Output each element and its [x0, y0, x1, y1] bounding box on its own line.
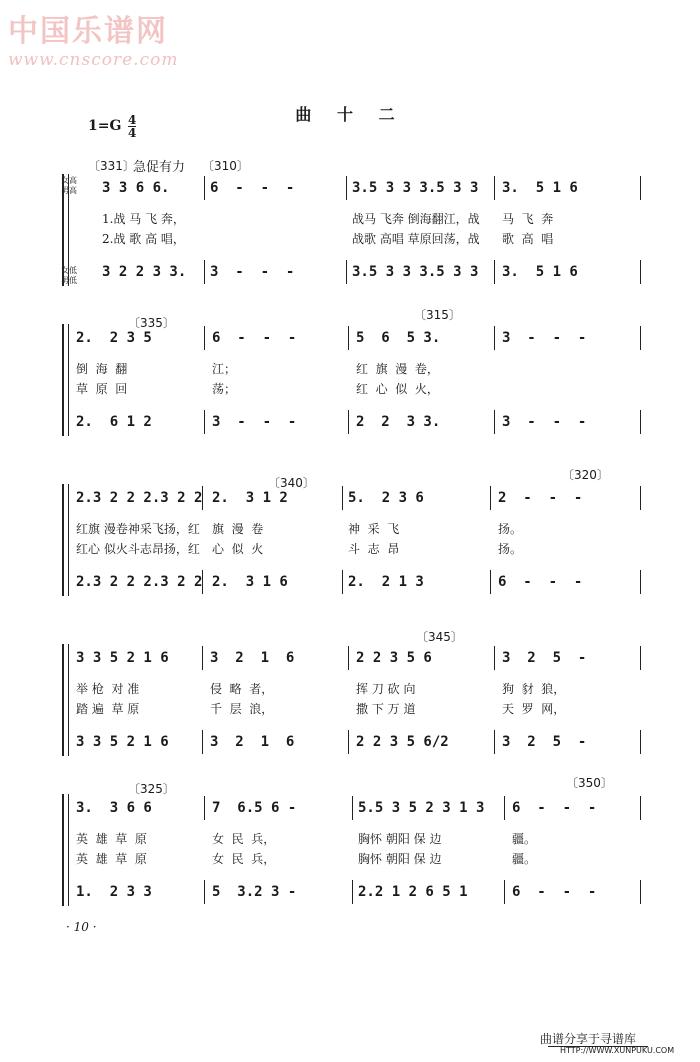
system-brace [68, 644, 69, 756]
lyric-verse-1: 胸怀 朝阳 保 边 [358, 832, 442, 846]
system-bracket [62, 174, 64, 286]
system-brace [68, 174, 69, 286]
upper-voice-measure: 5.5 3 5 2 3 1 3 [358, 800, 485, 816]
upper-voice-measure: 7 6.5 6 - [212, 800, 297, 816]
upper-voice-measure: 3. 5 1 6 [502, 180, 578, 196]
lower-voice-measure: 1. 2 3 3 [76, 884, 152, 900]
upper-voice-measure: 2.3 2 2 2.3 2 2 [76, 490, 203, 506]
bar-line [346, 176, 347, 200]
bar-line [490, 570, 491, 594]
rehearsal-mark-310: 〔310〕 [202, 159, 249, 173]
upper-voice-measure: 6 - - - [512, 800, 597, 816]
upper-voice-measure: 3 2 5 - [502, 650, 587, 666]
lyric-verse-2: 2.战 歌 高 唱， [102, 232, 185, 246]
bar-line [202, 646, 203, 670]
voice-label-upper: 女高 男高 [61, 176, 77, 195]
lyric-verse-2: 红心 似火斗志昂扬，红 [76, 542, 200, 556]
rehearsal-mark-331: 〔331〕 [88, 159, 135, 173]
system-brace [68, 324, 69, 436]
rehearsal-mark: 〔320〕 [562, 468, 609, 482]
upper-voice-measure: 3. 3 6 6 [76, 800, 152, 816]
lyric-verse-1: 红 旗 漫 卷， [356, 362, 439, 376]
upper-voice-measure: 3 2 1 6 [210, 650, 295, 666]
lyric-verse-2: 撒 下 万 道 [356, 702, 416, 716]
rehearsal-mark: 〔340〕 [268, 476, 315, 490]
lyric-verse-1: 战马 飞奔 倒海翻江，战 [352, 212, 480, 226]
bar-line [352, 796, 353, 820]
lyric-verse-1: 侵 略 者， [210, 682, 274, 696]
lyric-verse-1: 江； [212, 362, 237, 376]
lyric-verse-2: 疆。 [512, 852, 537, 866]
rehearsal-mark: 〔335〕 [128, 316, 175, 330]
lyric-verse-1: 扬。 [498, 522, 523, 536]
lower-voice-measure: 3 2 2 3 3. [102, 264, 187, 280]
lyric-verse-1: 旗 漫 卷 [212, 522, 264, 536]
system-end-bar-line [640, 730, 641, 754]
bar-line [202, 486, 203, 510]
score-system [62, 630, 652, 758]
bar-line [494, 410, 495, 434]
bar-line [204, 176, 205, 200]
lower-voice-measure: 2 2 3 5 6/2 [356, 734, 449, 750]
bar-line [202, 570, 203, 594]
bar-line [348, 326, 349, 350]
page-title: 曲 十 二 [295, 105, 405, 124]
bar-line [494, 326, 495, 350]
lower-voice-measure: 5 3.2 3 - [212, 884, 297, 900]
bar-line [348, 646, 349, 670]
lyric-verse-1: 举 枪 对 准 [76, 682, 140, 696]
system-end-bar-line [640, 486, 641, 510]
lyric-verse-2: 英 雄 草 原 [76, 852, 147, 866]
upper-voice-measure: 6 - - - [212, 330, 297, 346]
system-brace [68, 794, 69, 906]
time-signature: 4 4 [128, 113, 137, 140]
lyric-verse-2: 斗 志 昂 [348, 542, 400, 556]
rehearsal-mark: 〔345〕 [416, 630, 463, 644]
footer-url: HTTP://WWW.XUNPUKU.COM [560, 1046, 675, 1055]
lower-voice-measure: 3 2 1 6 [210, 734, 295, 750]
voice-label-lower: 女低 男低 [61, 266, 77, 285]
upper-voice-measure: 2 - - - [498, 490, 583, 506]
upper-voice-measure: 3 3 6 6. [102, 180, 170, 196]
lower-voice-measure: 6 - - - [512, 884, 597, 900]
system-end-bar-line [640, 570, 641, 594]
upper-voice-measure: 2 2 3 5 6 [356, 650, 432, 666]
system-bracket [62, 644, 64, 756]
lyric-verse-1: 女 民 兵， [212, 832, 276, 846]
system-bracket [62, 324, 64, 436]
lyric-verse-1: 神 采 飞 [348, 522, 400, 536]
bar-line [352, 880, 353, 904]
upper-voice-measure: 5 6 5 3. [356, 330, 441, 346]
system-end-bar-line [640, 176, 641, 200]
system-end-bar-line [640, 260, 641, 284]
lyric-verse-1: 狗 豺 狼， [502, 682, 566, 696]
tempo-marking: 急促有力 [133, 160, 186, 175]
rehearsal-mark: 〔315〕 [414, 308, 461, 322]
lower-voice-measure: 3 - - - [502, 414, 587, 430]
footer-text: 曲谱分享于寻谱库 [540, 1032, 637, 1046]
lyric-verse-1: 1.战 马 飞 奔， [102, 212, 185, 226]
lower-voice-measure: 3 3 5 2 1 6 [76, 734, 169, 750]
lower-voice-measure: 3.5 3 3 3.5 3 3 [352, 264, 479, 280]
bar-line [504, 796, 505, 820]
system-bracket [62, 484, 64, 596]
lower-voice-measure: 2. 6 1 2 [76, 414, 152, 430]
upper-voice-measure: 3 - - - [502, 330, 587, 346]
lyric-verse-2: 草 原 回 [76, 382, 128, 396]
bar-line [342, 570, 343, 594]
score-system [62, 178, 652, 288]
lyric-verse-2: 战歌 高唱 草原回荡，战 [352, 232, 480, 246]
watermark-url: www.cnscore.com [8, 50, 179, 70]
score-system [62, 308, 652, 438]
bar-line [204, 796, 205, 820]
bar-line [348, 730, 349, 754]
system-end-bar-line [640, 796, 641, 820]
lyric-verse-2: 踏 遍 草 原 [76, 702, 140, 716]
lyric-verse-2: 红 心 似 火， [356, 382, 439, 396]
lower-voice-measure: 2. 3 1 6 [212, 574, 288, 590]
system-end-bar-line [640, 410, 641, 434]
lower-voice-measure: 3. 5 1 6 [502, 264, 578, 280]
lower-voice-measure: 2 2 3 3. [356, 414, 441, 430]
lyric-verse-2: 千 层 浪， [210, 702, 274, 716]
system-brace [68, 484, 69, 596]
system-end-bar-line [640, 646, 641, 670]
bar-line [494, 176, 495, 200]
bar-line [490, 486, 491, 510]
lyric-verse-2: 心 似 火 [212, 542, 264, 556]
system-bracket [62, 794, 64, 906]
bar-line [348, 410, 349, 434]
score-system [62, 776, 652, 908]
lyric-verse-2: 荡； [212, 382, 237, 396]
bar-line [204, 410, 205, 434]
bar-line [494, 730, 495, 754]
upper-voice-measure: 3.5 3 3 3.5 3 3 [352, 180, 479, 196]
lower-voice-measure: 6 - - - [498, 574, 583, 590]
upper-voice-measure: 6 - - - [210, 180, 295, 196]
system-end-bar-line [640, 880, 641, 904]
upper-voice-measure: 5. 2 3 6 [348, 490, 424, 506]
bar-line [494, 646, 495, 670]
upper-voice-measure: 2. 2 3 5 [76, 330, 152, 346]
rehearsal-mark: 〔325〕 [128, 782, 175, 796]
lyric-verse-2: 天 罗 网， [502, 702, 566, 716]
lyric-verse-1: 倒 海 翻 [76, 362, 128, 376]
key-signature: 1=G [88, 118, 122, 134]
lower-voice-measure: 3 2 5 - [502, 734, 587, 750]
upper-voice-measure: 2. 3 1 2 [212, 490, 288, 506]
lyric-verse-2: 胸怀 朝阳 保 边 [358, 852, 442, 866]
bar-line [342, 486, 343, 510]
system-end-bar-line [640, 326, 641, 350]
score-system [62, 468, 652, 598]
lyric-verse-2: 女 民 兵， [212, 852, 276, 866]
lyric-verse-2: 扬。 [498, 542, 523, 556]
lower-voice-measure: 3 - - - [212, 414, 297, 430]
lower-voice-measure: 2. 2 1 3 [348, 574, 424, 590]
rehearsal-mark: 〔350〕 [566, 776, 613, 790]
upper-voice-measure: 3 3 5 2 1 6 [76, 650, 169, 666]
bar-line [504, 880, 505, 904]
watermark-title: 中国乐谱网 [8, 14, 168, 49]
lower-voice-measure: 2.3 2 2 2.3 2 2 [76, 574, 203, 590]
page-number: · 10 · [66, 920, 97, 934]
bar-line [204, 260, 205, 284]
bar-line [346, 260, 347, 284]
lower-voice-measure: 3 - - - [210, 264, 295, 280]
lyric-verse-2: 歌 高 唱 [502, 232, 554, 246]
lyric-verse-1: 英 雄 草 原 [76, 832, 147, 846]
lyric-verse-1: 挥 刀 砍 向 [356, 682, 416, 696]
bar-line [202, 730, 203, 754]
lower-voice-measure: 2.2 1 2 6 5 1 [358, 884, 468, 900]
lyric-verse-1: 红旗 漫卷神采飞扬，红 [76, 522, 200, 536]
bar-line [204, 880, 205, 904]
bar-line [494, 260, 495, 284]
bar-line [204, 326, 205, 350]
lyric-verse-1: 马 飞 奔 [502, 212, 554, 226]
lyric-verse-1: 疆。 [512, 832, 537, 846]
